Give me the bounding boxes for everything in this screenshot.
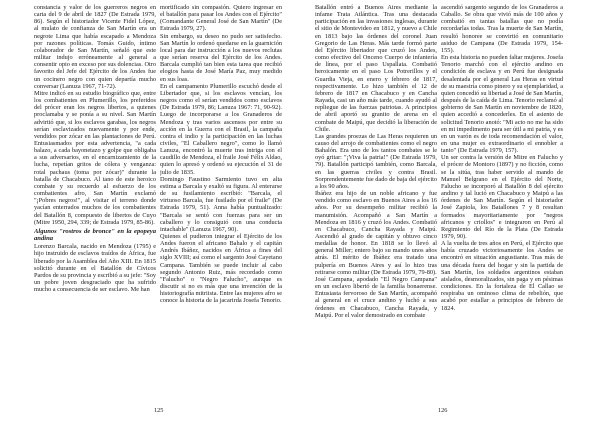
paragraph: Ibáñez era hijo de un noble africano y fue vendido como esclavo en Buenos Aires a los 16 años. Por su desempeño militar recibió la manumisión. Acompañó a San Martín a Mendoza en 1816 y cruzó los Andes. Combatió en Chacabuco, Cancha Rayada y Maipú. Ascendió al grado de capitán y obtuvo cinco medallas de honor. En 1818 se lo llevó al general Miller; entero bajo su mando unos años atrás. El mérito de Ibáñez era tratado una pulpería en Buenos Aires y así lo hizo tras retirarse como militar (De Estrada 1979, 79-80). <box>315 190 437 276</box>
paragraph: Lorenzo Barcala, nacido en Mendoza (1795) e hijo instruido de esclavos traídos de África, fue liberado por la Asamblea del Año XIII. En 1815 solicitó durante en el Batallón de Cívicos Pardos de su provincia y escribió a su jefe: "Soy un pobre joven desgraciado que ha sufrido mucho a consecuencia de ser esclavo. Me han <box>34 243 156 294</box>
paragraph: Mitre indicó en su estudio biográfico que, entre los combatientes en Plumerillo, los preferidos del prócer eran los negros libertos, a quienes proclamaba y se ponía a su nivel. San Martín advirtió que, si los esclavos garabas, los negros serían esclavizados nuevamente y por ende, vendidos por zócar en las plantaciones de Perú. Entusiasmados por esta advertencia, "a cada balazo, a cada bayonetazo y golpe que obligaba a sus adversarios, en el encarnizamiento de la lucha, repetían gritos de cólera y venganza: rotal pachaus (toma por zócar)" durante la batalla de Chacabuco. Al tano de este heroico combate y su recuerdo al esfuerzo de los combatientes afro, San Martín exclamó "¡Pobres negros!", al visitar el terreno donde yacían enterrados muchos de los combatientes del Batallón 8, compuesto de libertos de Cuyo (Mitre 1950, 294, 339; de Estrada 1979, 85-86). <box>34 89 156 226</box>
section-heading: Algunos "rostros de bronce" en la epopeya andina <box>34 227 156 243</box>
paragraph: constancia y valor de los guerreros negros en carta del 9 de abril de 1827 (De Estrada 1979, 86). Según el historiador Vicente Fidel López, al mulato de confianza de San Martín era un negrote Lima que había escapado a Mendoza por razones políticas. Tomás Guido, íntimo colaborador de San Martín, señaló que este militar indujo erróneamente al general a consentir opio en exceso por sus dolencias. Otro favorito del Jefe del Ejército de los Andes fue un cocinero negro con quien departía mucho conversar (Lanuza 1967, 71-72). <box>34 4 156 90</box>
left-page-column-1 <box>34 4 156 402</box>
paragraph: En el campamento Plumerillo escuchó desde el Libertador que, si los esclavos vencían, los negros como el serían vendidos como esclavos (De Estrada 1979, 86; Lanuza 1967: 71, 90-92). Luego de incorporarse a los Granaderos de Mendoza y tras varios ascensos por entre su acción en la Guerra con el Brasil, la campaña contra el indio y la participación en las luchas civiles, "El Caballero negro", como lo llamó Lanuza, encontró la muerte tras intriga con el caudillo de Mendoza, el fraile José Félix Aldao, quien lo apresó y ordenó su ejecución el 31 de julio de 1835. <box>160 82 282 176</box>
paragraph: ascendió sargento segundo de los Granaderos a Caballo. Se obra que vivió más de 100 años y combatió en tantas batallas que no podía recordarlas todas. Tras la muerte de San Martín, resultó honoree se convirtió en comunitario asiduo de Campana (De Estrada 1979, 154-155). <box>441 4 563 54</box>
paragraph: A la vuelta de tres años en Perú, el Ejército que había cruzado victoriosamente los Andes se encontró en situación angustiante. Tras más de una década fuera del hogar y sin la partida de San Martín, los soldados argentinos estaban aislados, desmoralizados, sin paga y en pésimas condiciones. En la fortaleza de El Callao se respiraba un ominoso clima de rebelión, que acabó por estallar a principios de febrero de 1824. <box>441 240 563 312</box>
paragraph: Quienes el pudieron integrar el Ejército de los Andes fueron el africano Bahalo y el capitán Andrés Ibáñez, nacidos en África a fines del siglo XVIII; así como el sargento José Cayetano Campana. También se puede incluir al cabo segundo Antonio Ruiz, más recordado como "Falucho" o "Negro Falucho", aunque es discutir si no es más que una invención de la historiografía mitriista. Entre las mujeres afro se conoce la historia de la jacarirda Josefa Tenorio. <box>160 233 282 305</box>
paragraph: Las grandes proezas de Las Heras requieren un causo del arrojo de combatientes como el negro Bahalón. Era uno de los tantos combates se le oyó gritar: "¡Viva la patria!" (De Estrada 1979, 79). Batallón participó también, como Barcala, en las guerras civiles y contra Brasil. Sorprendentemente fue dado de baja del ejército a los 90 años. <box>315 132 437 190</box>
right-page-column-2 <box>441 4 563 402</box>
paragraph: Domingo Faustino Sarmiento tuvo en alta estima a Barcala y exaltó su figura. Al enterarse de su fusilamiento escribió: "Barcala, el virtuoso Barcala, fue fusilado por el fraile" (De Estrada 1979, 51). Anna había puntualizado: "Barcala se sentó con fuerzas para ser un caballero y lo consiguió con una conducta intachable" (Lanuza 1967, 90). <box>160 175 282 233</box>
right-page <box>300 0 600 424</box>
paragraph: En esta historia no pueden faltar mujeres. Josefa Tenorio marchó con el ejército andino en condición de esclava y en Perú fue designada desalentada por el general Las Heras en virtud de su maestría como pinero y su ejemplaridad, a quien concedió su libertad a José de San Martín, después de la caída de Lima. Tenorio reclamó al gobierno de San Martín en noviembre de 1820, quien accedió a concederles. En el asiento de solicitud Tenorio anotó: "Mi acto no me ha sido en mi impedimento para ser útil a mi patria, y es en un varón es de toda recomendación el valor, en una mujer es extraordinario el ennobler a tanto" (De Estrada 1979, 157). <box>441 54 563 155</box>
right-page-column-1 <box>315 4 437 402</box>
paragraph: José Campana, apodado "El Negro Campana" en un esclavo libertó de la familia bonaerense. Entusiasta fervoroso de San Martín, acompañó al general en el cruce andino y luchó a sus órdenes en Chacabuco, Cancha Rayada, y Maipú. Por el valor demostrado en combate <box>315 275 437 319</box>
left-page-column-2 <box>160 4 282 402</box>
paragraph: Un ser contra la versión de Mitre en Falucho y el prócer de Montoro (1897) y no ficción, como se la sitúa, tras haber servido al mando de Manuel Belgrano en el Ejército del Norte, Falucho se incorporó al Batallón 8 del ejército andino y tal lució en Chacabuco y Maipú a las órdenes de San Martín. Según el historiador José Zapiola, los Batallones 7 y 8 resultan formados mayoritariamente por "negros africanos y criollos" e integraron en Perú al Regimiento del Río de la Plata (De Estrada 1979, 90). <box>441 154 563 240</box>
paragraph: Batallón entró a Buenos Aires mediante la infame Trata Atlántica. Tras una destacada participación en las invasiones inglesas, durante el sitio de Montevideo en 1812, y nuevo a Chile en 1813 bajo las órdenes del coronel Juan Gregorio de Las Heras. Más tarde formó parte del Ejército libertador que cruzó los Andes, como efectivo del Onceno Cuerpo de infantería de línea, por el paso Uspallata. Combatió heroicamente en el paso Los Potrerillos y el Guardia Vieja, en enero y febrero de 1817, respectivamente. Lo hizo también el 12 de febrero de 1817 en Chacabuco y en Cancha Rayada, casi un año más tarde, cuando ayudó al repliegue de las fuerzas patriotas. A principios de abril aportó su granito de arena en el combate de Maipú, que decidió la liberación de Chile. <box>315 4 437 133</box>
page-number: 126 <box>438 407 448 414</box>
paragraph: mortificado sin compasión. Quiero ingresar en el batallón para pasar los Andes con el Ejército" (Comandante General José de San Martín" (De Estrada 1979, 27). <box>160 4 282 33</box>
page-number: 125 <box>154 407 164 414</box>
paragraph: Sin embargo, su deseo no pudo ser satisfecho. San Martín lo ordenó quedarse en la guarnición local para dar instrucción a los nuevos reclutas que serían reserva del Ejército de los Andes. Barcala cumplió tan bien esta tarea que recibió elogios hasta de José María Paz, muy medido en sus loas. <box>160 32 282 83</box>
